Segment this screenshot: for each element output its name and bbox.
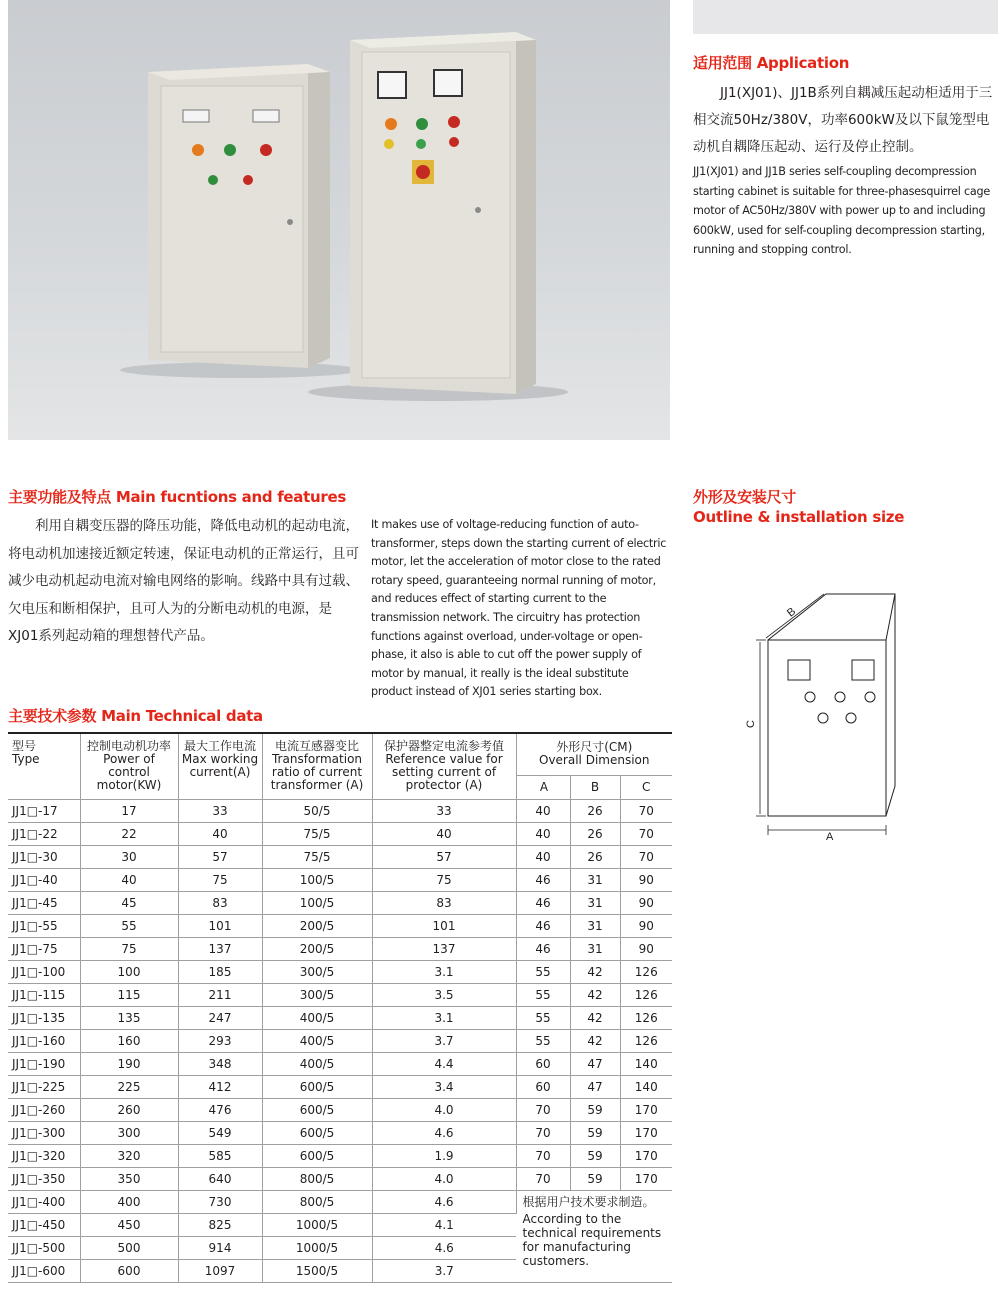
table-cell: 412 <box>178 1075 262 1098</box>
table-cell: JJ1□-300 <box>8 1121 80 1144</box>
table-cell: 450 <box>80 1213 178 1236</box>
table-cell: JJ1□-260 <box>8 1098 80 1121</box>
table-cell: 170 <box>620 1144 672 1167</box>
table-cell: JJ1□-17 <box>8 799 80 822</box>
table-cell: 90 <box>620 891 672 914</box>
table-cell: 500 <box>80 1236 178 1259</box>
table-cell: JJ1□-350 <box>8 1167 80 1190</box>
table-cell: 293 <box>178 1029 262 1052</box>
table-cell: 800/5 <box>262 1167 372 1190</box>
dim-label-a: A <box>826 831 834 840</box>
table-cell: 42 <box>570 1006 620 1029</box>
table-cell: 50/5 <box>262 799 372 822</box>
header-bar <box>693 0 998 34</box>
features-en-text: It makes use of voltage-reducing function of auto-transformer, steps down the starting current of electric motor, let the acceleration of motor close to the rated rotary speed, guaranteeing normal running of motor, and reduces effect of starting current to the transmission network. The circuitry has protection functions against overload, under-voltage or open-phase, it also is able to cut off the power supply of motor by manual, it really is the ideal substitute product instead of XJ01 series starting box. <box>371 518 667 699</box>
table-cell: 100 <box>80 960 178 983</box>
table-cell: 55 <box>516 1029 570 1052</box>
table-cell: 30 <box>80 845 178 868</box>
table-cell: 115 <box>80 983 178 1006</box>
note-cn: 根据用户技术要求制造。 <box>522 1194 655 1209</box>
table-cell: 137 <box>178 937 262 960</box>
table-cell: 4.0 <box>372 1167 516 1190</box>
table-cell: 46 <box>516 891 570 914</box>
table-cell: 160 <box>80 1029 178 1052</box>
table-cell: 400 <box>80 1190 178 1213</box>
table-cell: 825 <box>178 1213 262 1236</box>
table-cell: 1000/5 <box>262 1213 372 1236</box>
table-row <box>8 1052 672 1075</box>
outline-diagram <box>740 590 910 844</box>
table-row <box>8 1029 672 1052</box>
table-cell: 46 <box>516 914 570 937</box>
th-dim-a: A <box>516 775 570 799</box>
table-cell: JJ1□-135 <box>8 1006 80 1029</box>
table-cell: 400/5 <box>262 1052 372 1075</box>
table-cell: 46 <box>516 937 570 960</box>
table-cell: 100/5 <box>262 868 372 891</box>
table-cell: 126 <box>620 960 672 983</box>
table-cell: 4.4 <box>372 1052 516 1075</box>
table-cell: 75/5 <box>262 845 372 868</box>
table-cell: 57 <box>372 845 516 868</box>
table-cell: 300 <box>80 1121 178 1144</box>
table-cell: 4.6 <box>372 1236 516 1259</box>
table-cell: 42 <box>570 1029 620 1052</box>
table-cell: 400/5 <box>262 1006 372 1029</box>
table-cell: 31 <box>570 891 620 914</box>
table-cell: 90 <box>620 868 672 891</box>
table-cell: 70 <box>620 845 672 868</box>
table-cell: 1097 <box>178 1259 262 1282</box>
table-cell: 45 <box>80 891 178 914</box>
table-cell: 60 <box>516 1052 570 1075</box>
table-cell: 40 <box>516 845 570 868</box>
table-cell: 1000/5 <box>262 1236 372 1259</box>
table-cell: 100/5 <box>262 891 372 914</box>
table-cell: 83 <box>372 891 516 914</box>
table-cell: 55 <box>80 914 178 937</box>
table-cell: 549 <box>178 1121 262 1144</box>
table-cell: 31 <box>570 914 620 937</box>
table-cell: 800/5 <box>262 1190 372 1213</box>
table-cell: 90 <box>620 914 672 937</box>
table-cell: 1500/5 <box>262 1259 372 1282</box>
table-cell: 47 <box>570 1075 620 1098</box>
table-cell: 55 <box>516 983 570 1006</box>
th-type: 型号 Type <box>8 733 80 799</box>
cabinet-photo-illustration <box>8 0 670 440</box>
table-cell: JJ1□-600 <box>8 1259 80 1282</box>
table-cell: JJ1□-40 <box>8 868 80 891</box>
table-row <box>8 1190 672 1213</box>
table-cell: 22 <box>80 822 178 845</box>
th-dim-b: B <box>570 775 620 799</box>
table-cell: 350 <box>80 1167 178 1190</box>
tech-title: 主要技术参数 Main Technical data <box>8 707 263 725</box>
table-cell: 101 <box>372 914 516 937</box>
table-row <box>8 891 672 914</box>
table-cell: 300/5 <box>262 960 372 983</box>
table-cell: 55 <box>516 1006 570 1029</box>
table-cell: 26 <box>570 799 620 822</box>
table-cell: 211 <box>178 983 262 1006</box>
table-cell: 57 <box>178 845 262 868</box>
table-cell: 1.9 <box>372 1144 516 1167</box>
table-cell: 42 <box>570 960 620 983</box>
table-cell: JJ1□-450 <box>8 1213 80 1236</box>
table-cell: 83 <box>178 891 262 914</box>
table-cell: 640 <box>178 1167 262 1190</box>
right-cabinet <box>350 32 536 394</box>
table-cell: 42 <box>570 983 620 1006</box>
table-cell: 200/5 <box>262 937 372 960</box>
table-row <box>8 914 672 937</box>
table-cell: 33 <box>178 799 262 822</box>
table-cell: 320 <box>80 1144 178 1167</box>
features-cn-text: 利用自耦变压器的降压功能，降低电动机的起动电流，将电动机加速接近额定转速，保证电动机的正常运行，且可减少电动机起动电流对输电网络的影响。线路中具有过载、欠电压和断相保护，且可人为的分断电动机的电源，是XJ01系列起动箱的理想替代产品。 <box>8 518 359 644</box>
table-cell: 4.6 <box>372 1121 516 1144</box>
table-cell: 4.6 <box>372 1190 516 1213</box>
table-row <box>8 1075 672 1098</box>
table-cell: JJ1□-225 <box>8 1075 80 1098</box>
table-cell: 47 <box>570 1052 620 1075</box>
table-cell: 585 <box>178 1144 262 1167</box>
table-cell: 200/5 <box>262 914 372 937</box>
th-reference: 保护器整定电流参考值 Reference value for setting current of protector (A) <box>372 733 516 799</box>
table-cell: 59 <box>570 1167 620 1190</box>
table-cell: 225 <box>80 1075 178 1098</box>
table-cell: 70 <box>516 1098 570 1121</box>
table-cell: 600/5 <box>262 1075 372 1098</box>
table-row <box>8 845 672 868</box>
table-row <box>8 1144 672 1167</box>
table-cell: JJ1□-22 <box>8 822 80 845</box>
table-cell: 4.1 <box>372 1213 516 1236</box>
table-cell: 600 <box>80 1259 178 1282</box>
table-cell: 70 <box>516 1144 570 1167</box>
th-power: 控制电动机功率 Power of control motor(KW) <box>80 733 178 799</box>
table-cell: 126 <box>620 1006 672 1029</box>
table-cell: 33 <box>372 799 516 822</box>
manufacturing-note <box>516 1190 672 1282</box>
table-cell: JJ1□-320 <box>8 1144 80 1167</box>
table-row <box>8 868 672 891</box>
table-row <box>8 983 672 1006</box>
product-photo <box>8 0 670 440</box>
table-cell: 40 <box>516 799 570 822</box>
table-cell: 600/5 <box>262 1121 372 1144</box>
table-cell: 3.7 <box>372 1029 516 1052</box>
table-cell: 60 <box>516 1075 570 1098</box>
table-cell: 3.1 <box>372 1006 516 1029</box>
table-cell: 126 <box>620 983 672 1006</box>
table-cell: 170 <box>620 1098 672 1121</box>
th-dim-c: C <box>620 775 672 799</box>
table-cell: 17 <box>80 799 178 822</box>
table-cell: JJ1□-400 <box>8 1190 80 1213</box>
table-cell: 59 <box>570 1098 620 1121</box>
table-cell: 55 <box>516 960 570 983</box>
table-cell: 70 <box>516 1167 570 1190</box>
table-cell: 914 <box>178 1236 262 1259</box>
table-row <box>8 960 672 983</box>
table-cell: 247 <box>178 1006 262 1029</box>
table-cell: 70 <box>620 822 672 845</box>
table-row <box>8 1121 672 1144</box>
table-cell: 90 <box>620 937 672 960</box>
table-cell: 170 <box>620 1121 672 1144</box>
tech-table <box>8 732 672 1283</box>
application-en-text: JJ1(XJ01) and JJ1B series self-coupling decompression starting cabinet is suitable for three-phasesquirrel cage motor of AC50Hz/380V with power up to and including 600kW, used for self-coupling decompression starting, running and stopping control. <box>693 165 990 256</box>
table-cell: JJ1□-500 <box>8 1236 80 1259</box>
outline-title-en: Outline & installation size <box>693 508 905 526</box>
table-cell: 75 <box>178 868 262 891</box>
table-cell: 190 <box>80 1052 178 1075</box>
table-row <box>8 1167 672 1190</box>
features-title: 主要功能及特点 Main fucntions and features <box>8 488 346 506</box>
table-cell: 40 <box>178 822 262 845</box>
table-row <box>8 799 672 822</box>
table-cell: JJ1□-30 <box>8 845 80 868</box>
table-cell: JJ1□-45 <box>8 891 80 914</box>
table-cell: 185 <box>178 960 262 983</box>
table-cell: 101 <box>178 914 262 937</box>
table-cell: JJ1□-115 <box>8 983 80 1006</box>
dim-label-c: C <box>745 720 757 728</box>
table-cell: 140 <box>620 1052 672 1075</box>
application-cn-text: JJ1(XJ01)、JJ1B系列自耦减压起动柜适用于三相交流50Hz/380V，功率600kW及以下鼠笼型电动机自耦降压起动、运行及停止控制。 <box>693 85 993 155</box>
table-cell: 4.0 <box>372 1098 516 1121</box>
table-cell: 600/5 <box>262 1098 372 1121</box>
table-cell: JJ1□-75 <box>8 937 80 960</box>
table-cell: 260 <box>80 1098 178 1121</box>
table-cell: 3.7 <box>372 1259 516 1282</box>
table-cell: 31 <box>570 937 620 960</box>
table-cell: 3.4 <box>372 1075 516 1098</box>
table-cell: 26 <box>570 845 620 868</box>
table-cell: JJ1□-100 <box>8 960 80 983</box>
outline-title-cn: 外形及安装尺寸 <box>693 488 796 506</box>
table-cell: JJ1□-160 <box>8 1029 80 1052</box>
table-cell: JJ1□-190 <box>8 1052 80 1075</box>
table-cell: 59 <box>570 1121 620 1144</box>
table-cell: 59 <box>570 1144 620 1167</box>
table-cell: 140 <box>620 1075 672 1098</box>
table-row <box>8 1006 672 1029</box>
table-cell: 170 <box>620 1167 672 1190</box>
table-cell: 40 <box>80 868 178 891</box>
table-cell: 31 <box>570 868 620 891</box>
th-ratio: 电流互感器变比 Transformation ratio of current transformer (A) <box>262 733 372 799</box>
table-cell: 126 <box>620 1029 672 1052</box>
table-cell: 70 <box>620 799 672 822</box>
table-cell: 40 <box>516 822 570 845</box>
table-cell: 600/5 <box>262 1144 372 1167</box>
table-cell: 75/5 <box>262 822 372 845</box>
table-row <box>8 937 672 960</box>
table-cell: 730 <box>178 1190 262 1213</box>
th-current: 最大工作电流 Max working current(A) <box>178 733 262 799</box>
th-dimension: 外形尺寸(CM) Overall Dimension <box>516 733 672 775</box>
table-row <box>8 1098 672 1121</box>
left-cabinet <box>148 64 330 368</box>
table-cell: 46 <box>516 868 570 891</box>
table-cell: 75 <box>372 868 516 891</box>
table-cell: 348 <box>178 1052 262 1075</box>
application-title: 适用范围 Application <box>693 54 850 72</box>
table-cell: 137 <box>372 937 516 960</box>
table-cell: 75 <box>80 937 178 960</box>
table-cell: 400/5 <box>262 1029 372 1052</box>
table-cell: 3.1 <box>372 960 516 983</box>
table-cell: 40 <box>372 822 516 845</box>
dim-label-b: B <box>784 605 799 620</box>
table-cell: 300/5 <box>262 983 372 1006</box>
table-cell: 70 <box>516 1121 570 1144</box>
table-cell: 476 <box>178 1098 262 1121</box>
table-cell: 26 <box>570 822 620 845</box>
table-row <box>8 822 672 845</box>
table-cell: 135 <box>80 1006 178 1029</box>
note-en: According to the technical requirements for manufacturing customers. <box>522 1211 662 1268</box>
table-cell: JJ1□-55 <box>8 914 80 937</box>
table-cell: 3.5 <box>372 983 516 1006</box>
